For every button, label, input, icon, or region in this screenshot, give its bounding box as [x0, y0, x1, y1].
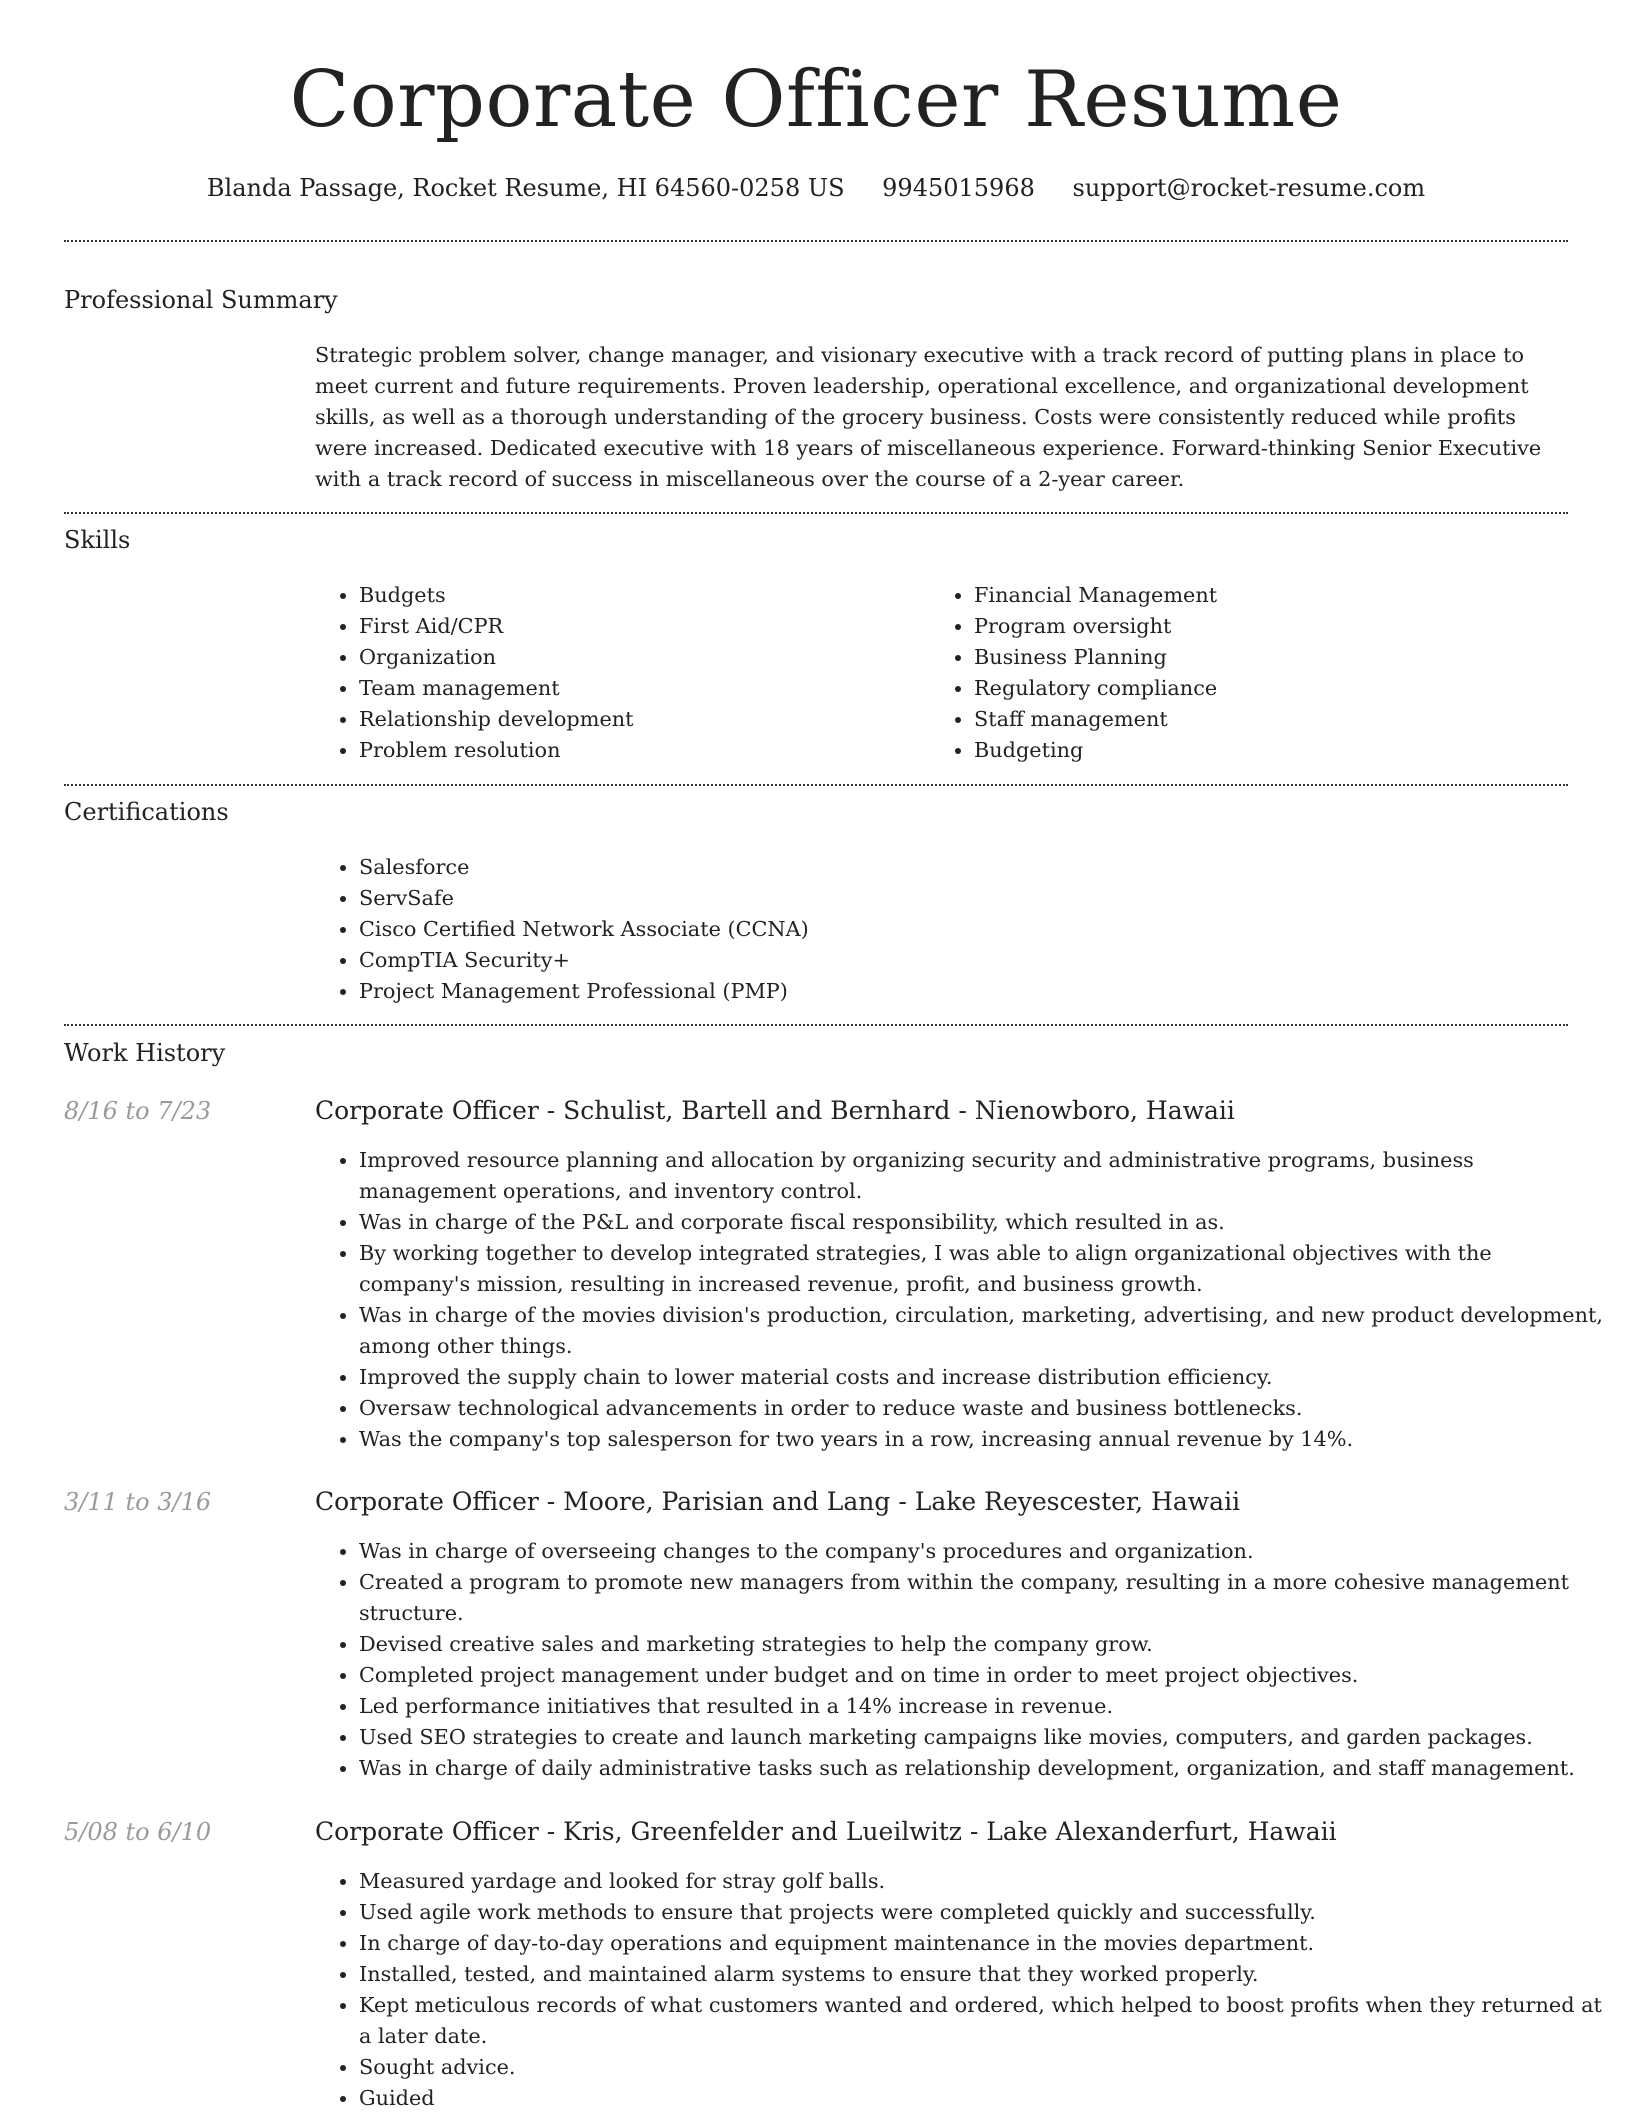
list-item: • In charge of day-to-day operations and equipment maintenance in the movies department. [359, 1928, 1609, 1959]
job-title: Corporate Officer - Kris, Greenfelder and Lueilwitz - Lake Alexanderfurt, Hawaii [315, 1817, 1337, 1846]
contact-line [0, 170, 1632, 206]
job-bullets [315, 1145, 1609, 1455]
list-item: • Was in charge of overseeing changes to the company's procedures and organization. [359, 1536, 1609, 1567]
contact-address: Blanda Passage, Rocket Resume, HI 64560-0258 US [206, 174, 845, 202]
list-item: • Organization [359, 642, 939, 673]
list-item: • Salesforce [359, 852, 1609, 883]
divider [64, 512, 1568, 514]
job-dates: 5/08 to 6/10 [64, 1818, 212, 1846]
list-item: • Improved the supply chain to lower material costs and increase distribution efficiency. [359, 1362, 1609, 1393]
list-item: • First Aid/CPR [359, 611, 939, 642]
list-item: • Problem resolution [359, 735, 939, 766]
list-item: • CompTIA Security+ [359, 945, 1609, 976]
resume-title: Corporate Officer Resume [289, 55, 1343, 145]
list-item: • Business Planning [974, 642, 1594, 673]
job-dates: 8/16 to 7/23 [64, 1097, 212, 1125]
section-title-certifications: Certifications [64, 798, 229, 826]
list-item: • Was in charge of daily administrative tasks such as relationship development, organization, and staff management. [359, 1753, 1609, 1784]
contact-email: support@rocket-resume.com [1072, 174, 1426, 202]
list-item: • Was in charge of the movies division's production, circulation, marketing, advertising, and new product development, among other things. [359, 1300, 1609, 1362]
list-item: • Was the company's top salesperson for two years in a row, increasing annual revenue by 14%. [359, 1424, 1609, 1455]
list-item: • Kept meticulous records of what customers wanted and ordered, which helped to boost profits when they returned at a later date. [359, 1990, 1609, 2052]
list-item: • Guided [359, 2083, 1609, 2114]
list-item: • Budgets [359, 580, 939, 611]
job-title: Corporate Officer - Moore, Parisian and Lang - Lake Reyescester, Hawaii [315, 1487, 1241, 1516]
list-item: • Financial Management [974, 580, 1594, 611]
skills-list-left [315, 580, 939, 766]
list-item: • Budgeting [974, 735, 1594, 766]
section-title-summary: Professional Summary [64, 286, 338, 314]
list-item: • Was in charge of the P&L and corporate fiscal responsibility, which resulted in as. [359, 1207, 1609, 1238]
section-title-skills: Skills [64, 526, 131, 554]
skills-list-right [930, 580, 1594, 766]
list-item: • Used SEO strategies to create and launch marketing campaigns like movies, computers, and garden packages. [359, 1722, 1609, 1753]
list-item: • Sought advice. [359, 2052, 1609, 2083]
section-title-work-history: Work History [64, 1039, 226, 1067]
list-item: • Project Management Professional (PMP) [359, 976, 1609, 1007]
list-item: • By working together to develop integrated strategies, I was able to align organizational objectives with the company's mission, resulting in increased revenue, profit, and business growth. [359, 1238, 1609, 1300]
list-item: • Measured yardage and looked for stray golf balls. [359, 1866, 1609, 1897]
job-bullets [315, 1536, 1609, 1784]
list-item: • Staff management [974, 704, 1594, 735]
list-item: • Installed, tested, and maintained alarm systems to ensure that they worked properly. [359, 1959, 1609, 1990]
list-item: • Created a program to promote new managers from within the company, resulting in a more cohesive management structure. [359, 1567, 1609, 1629]
certifications-list [315, 852, 1609, 1007]
list-item: • Team management [359, 673, 939, 704]
summary-text: Strategic problem solver, change manager, and visionary executive with a track record of putting plans in place to meet current and future requirements. Proven leadership, operational excellence, and organizational development skills, as well as a thorough understanding of the grocery business. Costs were consistently reduced while profits were increased. Dedicated executive with 18 years of miscellaneous experience. Forward-thinking Senior Executive with a track record of success in miscellaneous over the course of a 2-year career. [315, 343, 1542, 491]
job-title: Corporate Officer - Schulist, Bartell and Bernhard - Nienowboro, Hawaii [315, 1096, 1235, 1125]
divider [64, 240, 1568, 242]
list-item: • Led performance initiatives that resulted in a 14% increase in revenue. [359, 1691, 1609, 1722]
contact-phone: 9945015968 [882, 174, 1035, 202]
list-item: • Devised creative sales and marketing strategies to help the company grow. [359, 1629, 1609, 1660]
list-item: • Relationship development [359, 704, 939, 735]
divider [64, 1024, 1568, 1026]
list-item: • Cisco Certified Network Associate (CCNA) [359, 914, 1609, 945]
list-item: • ServSafe [359, 883, 1609, 914]
list-item: • Oversaw technological advancements in order to reduce waste and business bottlenecks. [359, 1393, 1609, 1424]
job-dates: 3/11 to 3/16 [64, 1488, 212, 1516]
list-item: • Completed project management under budget and on time in order to meet project objectives. [359, 1660, 1609, 1691]
divider [64, 784, 1568, 786]
list-item: • Improved resource planning and allocation by organizing security and administrative programs, business management operations, and inventory control. [359, 1145, 1609, 1207]
list-item: • Program oversight [974, 611, 1594, 642]
job-bullets [315, 1866, 1609, 2114]
list-item: • Regulatory compliance [974, 673, 1594, 704]
list-item: • Used agile work methods to ensure that projects were completed quickly and successfully. [359, 1897, 1609, 1928]
